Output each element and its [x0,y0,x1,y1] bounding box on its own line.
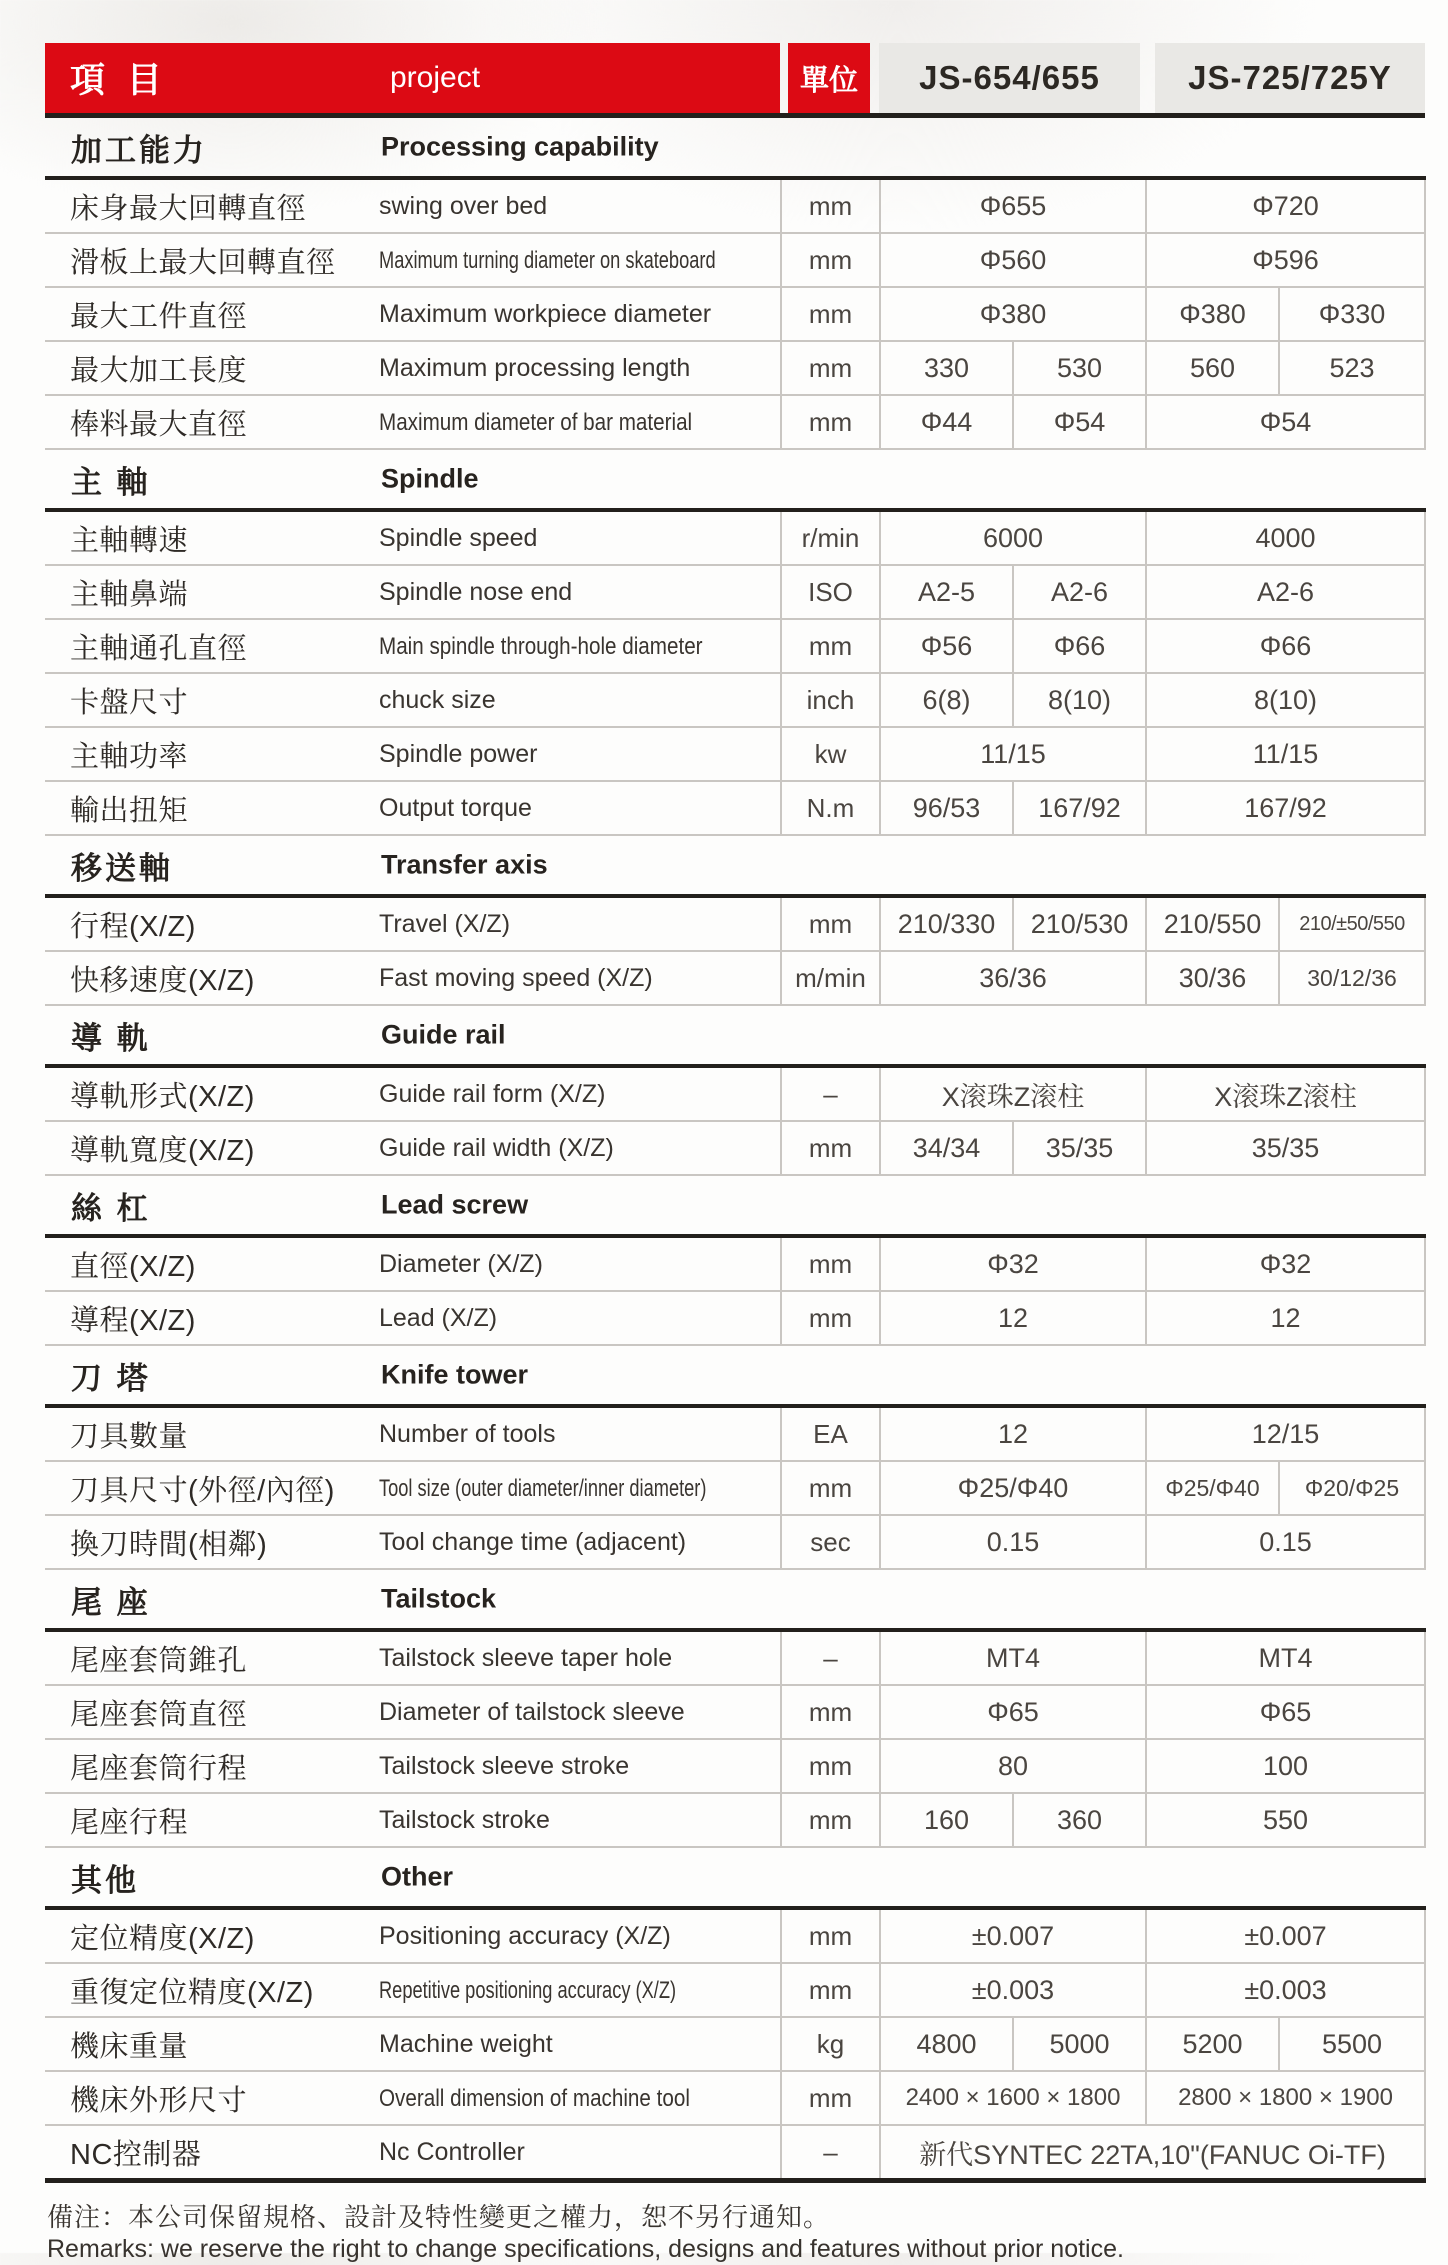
row-value: 30/12/36 [1279,951,1425,1005]
row-value: 12 [1146,1291,1425,1345]
spec-row [45,781,1425,835]
row-label-cn: 棒料最大直徑 [45,395,375,449]
spec-row [45,1066,1425,1121]
section-row [45,1847,1425,1908]
row-value: 330 [880,341,1013,395]
row-value: ±0.003 [1146,1963,1425,2017]
section-title-en: Lead screw [381,1189,529,1220]
row-value: 523 [1279,341,1425,395]
section-title-cn: 加工能力 [71,132,207,168]
row-label-cn: 尾座行程 [45,1793,375,1847]
row-label-cn: 輸出扭矩 [45,781,375,835]
row-value: Φ32 [1146,1236,1425,1291]
row-label-en: Diameter of tailstock sleeve [375,1685,781,1739]
spec-row [45,1406,1425,1461]
row-label-cn: 機床外形尺寸 [45,2071,375,2125]
row-value: 5500 [1279,2017,1425,2071]
row-label-en: Tool size (outer diameter/inner diameter) [375,1461,781,1515]
remark-en: Remarks: we reserve the right to change specifications, designs and features without prior notice. [47,2234,1124,2263]
row-unit: kw [781,727,880,781]
section-row [45,449,1425,510]
header-model1-cell: JS-654/655 [879,43,1140,113]
row-unit: mm [781,1908,880,1963]
spec-row [45,1908,1425,1963]
row-value: Φ54 [1013,395,1146,449]
spec-row [45,1291,1425,1345]
row-value: Φ655 [880,178,1146,233]
row-value: Φ66 [1013,619,1146,673]
header-unit-cell: 單位 [788,43,870,113]
row-value: 12 [880,1291,1146,1345]
row-value: 210/550 [1146,896,1279,951]
row-unit: mm [781,896,880,951]
row-label-en: Travel (X/Z) [375,896,781,951]
row-value: 6(8) [880,673,1013,727]
row-value: 210/330 [880,896,1013,951]
row-label-en: Tailstock stroke [375,1793,781,1847]
section-row [45,1005,1425,1066]
spec-row [45,341,1425,395]
row-label-cn: 定位精度(X/Z) [45,1908,375,1963]
section-title-cn: 尾 座 [71,1584,151,1620]
row-unit: inch [781,673,880,727]
spec-row [45,673,1425,727]
row-label-cn: 行程(X/Z) [45,896,375,951]
row-value: MT4 [1146,1630,1425,1685]
spec-row [45,1685,1425,1739]
row-value: 0.15 [1146,1515,1425,1569]
row-value: Φ596 [1146,233,1425,287]
section-row [45,118,1425,178]
row-value: 12 [880,1406,1146,1461]
row-label-en: Maximum diameter of bar material [375,395,781,449]
section-title-en: Spindle [381,463,479,494]
section-title-cn: 其他 [71,1862,139,1898]
spec-row [45,2017,1425,2071]
row-value: Φ560 [880,233,1146,287]
remark-cn: 備注：本公司保留規格、設計及特性變更之權力，恕不另行通知。 [47,2202,831,2232]
spec-row [45,951,1425,1005]
spec-row [45,727,1425,781]
spec-row [45,233,1425,287]
row-unit: mm [781,2071,880,2125]
row-value: A2-6 [1146,565,1425,619]
row-unit: – [781,1066,880,1121]
row-value: X滚珠Z滚柱 [1146,1066,1425,1121]
row-value: 210/530 [1013,896,1146,951]
header-project-cell [45,43,780,113]
row-unit: mm [781,1461,880,1515]
spec-row [45,619,1425,673]
row-value: Φ380 [880,287,1146,341]
row-value: Φ66 [1146,619,1425,673]
remark [47,2201,1425,2265]
row-label-en: Lead (X/Z) [375,1291,781,1345]
row-value: 100 [1146,1739,1425,1793]
row-value: 560 [1146,341,1279,395]
row-value: 2400 × 1600 × 1800 [880,2071,1146,2125]
row-value: Φ65 [880,1685,1146,1739]
section-row [45,835,1425,896]
row-value: A2-6 [1013,565,1146,619]
row-label-cn: 快移速度(X/Z) [45,951,375,1005]
row-value: 160 [880,1793,1013,1847]
spec-row [45,287,1425,341]
row-value: Φ330 [1279,287,1425,341]
section-title-cn: 刀 塔 [71,1360,151,1396]
row-label-cn: 卡盤尺寸 [45,673,375,727]
row-label-en: Spindle power [375,727,781,781]
spec-table-body [45,118,1425,2181]
row-label-cn: 滑板上最大回轉直徑 [45,233,375,287]
row-value: Φ380 [1146,287,1279,341]
row-value: 6000 [880,510,1146,565]
row-value: A2-5 [880,565,1013,619]
section-title-en: Other [381,1861,454,1892]
row-value: 4800 [880,2017,1013,2071]
row-label-en: Nc Controller [375,2125,781,2181]
row-label-en: Guide rail form (X/Z) [375,1066,781,1121]
row-value: MT4 [880,1630,1146,1685]
row-value: 0.15 [880,1515,1146,1569]
row-label-en: Repetitive positioning accuracy (X/Z) [375,1963,781,2017]
row-value: 550 [1146,1793,1425,1847]
row-label-cn: 最大加工長度 [45,341,375,395]
row-label-en: Machine weight [375,2017,781,2071]
row-label-en: Fast moving speed (X/Z) [375,951,781,1005]
section-title-cn: 絲 杠 [71,1190,151,1226]
header-gap [780,43,788,113]
header-gap [1140,43,1155,113]
section-row [45,1175,1425,1236]
section-row [45,1345,1425,1406]
row-unit: mm [781,1236,880,1291]
row-unit: EA [781,1406,880,1461]
row-value: 167/92 [1146,781,1425,835]
section-title-en: Processing capability [381,131,659,162]
row-label-en: Output torque [375,781,781,835]
row-label-cn: 尾座套筒行程 [45,1739,375,1793]
row-label-cn: 尾座套筒直徑 [45,1685,375,1739]
row-label-cn: 機床重量 [45,2017,375,2071]
row-value: 35/35 [1146,1121,1425,1175]
row-label-cn: 換刀時間(相鄰) [45,1515,375,1569]
row-label-cn: NC控制器 [45,2125,375,2181]
row-label-en: Diameter (X/Z) [375,1236,781,1291]
row-value: 5200 [1146,2017,1279,2071]
spec-row [45,1739,1425,1793]
row-value: ±0.003 [880,1963,1146,2017]
row-unit: mm [781,287,880,341]
header-gap [870,43,879,113]
row-unit: mm [781,233,880,287]
row-value: 11/15 [880,727,1146,781]
row-value: 12/15 [1146,1406,1425,1461]
row-value: 530 [1013,341,1146,395]
spec-row [45,1793,1425,1847]
row-value: 167/92 [1013,781,1146,835]
section-title-cn: 主 軸 [71,464,151,500]
row-label-en: Overall dimension of machine tool [375,2071,781,2125]
row-unit: mm [781,1685,880,1739]
spec-row [45,178,1425,233]
spec-row [45,2071,1425,2125]
section-title-en: Transfer axis [381,849,548,880]
row-label-en: Maximum workpiece diameter [375,287,781,341]
row-label-cn: 主軸轉速 [45,510,375,565]
row-label-cn: 尾座套筒錐孔 [45,1630,375,1685]
row-unit: mm [781,619,880,673]
row-value: 210/±50/550 [1279,896,1425,951]
spec-row [45,1461,1425,1515]
row-label-en: Tailstock sleeve stroke [375,1739,781,1793]
row-unit: kg [781,2017,880,2071]
spec-row [45,510,1425,565]
row-label-cn: 重復定位精度(X/Z) [45,1963,375,2017]
row-label-en: swing over bed [375,178,781,233]
section-title-en: Knife tower [381,1359,529,1390]
row-label-en: Tool change time (adjacent) [375,1515,781,1569]
header-item-label: 項 目 [70,61,168,100]
row-value: Φ56 [880,619,1013,673]
spec-row [45,1630,1425,1685]
row-label-cn: 刀具尺寸(外徑/內徑) [45,1461,375,1515]
row-value: Φ44 [880,395,1013,449]
row-label-cn: 床身最大回轉直徑 [45,178,375,233]
row-unit: mm [781,1793,880,1847]
row-unit: mm [781,1121,880,1175]
row-value: 360 [1013,1793,1146,1847]
row-value: 30/36 [1146,951,1279,1005]
row-unit: – [781,2125,880,2181]
row-value: 2800 × 1800 × 1900 [1146,2071,1425,2125]
row-value: Φ20/Φ25 [1279,1461,1425,1515]
section-row [45,1569,1425,1630]
row-value: 36/36 [880,951,1146,1005]
row-value: ±0.007 [1146,1908,1425,1963]
row-label-en: Number of tools [375,1406,781,1461]
section-title-en: Tailstock [381,1583,497,1614]
row-unit: sec [781,1515,880,1569]
row-value: 35/35 [1013,1121,1146,1175]
spec-row [45,1121,1425,1175]
row-label-cn: 導軌寬度(X/Z) [45,1121,375,1175]
row-label-cn: 刀具數量 [45,1406,375,1461]
row-label-en: Guide rail width (X/Z) [375,1121,781,1175]
row-value: Φ25/Φ40 [1146,1461,1279,1515]
header-project-label: project [390,61,481,94]
row-value: 34/34 [880,1121,1013,1175]
row-value: 4000 [1146,510,1425,565]
row-label-cn: 導軌形式(X/Z) [45,1066,375,1121]
row-value: 5000 [1013,2017,1146,2071]
row-value: 80 [880,1739,1146,1793]
row-label-cn: 直徑(X/Z) [45,1236,375,1291]
row-value: 8(10) [1013,673,1146,727]
row-unit: r/min [781,510,880,565]
spec-row [45,1236,1425,1291]
row-value: 11/15 [1146,727,1425,781]
spec-row [45,896,1425,951]
section-title-cn: 移送軸 [71,850,173,886]
row-label-cn: 最大工件直徑 [45,287,375,341]
row-unit: mm [781,1291,880,1345]
row-unit: mm [781,1739,880,1793]
row-label-en: Spindle speed [375,510,781,565]
row-unit: ISO [781,565,880,619]
spec-row [45,1963,1425,2017]
row-label-en: Maximum processing length [375,341,781,395]
row-unit: mm [781,178,880,233]
header-model2-cell: JS-725/725Y [1155,43,1425,113]
section-title-cn: 導 軌 [71,1020,151,1056]
row-label-en: Tailstock sleeve taper hole [375,1630,781,1685]
row-unit: – [781,1630,880,1685]
row-value: Φ65 [1146,1685,1425,1739]
spec-row [45,1515,1425,1569]
row-value: Φ54 [1146,395,1425,449]
row-value: Φ720 [1146,178,1425,233]
row-value: 96/53 [880,781,1013,835]
row-unit: m/min [781,951,880,1005]
row-unit: mm [781,395,880,449]
row-label-en: Positioning accuracy (X/Z) [375,1908,781,1963]
spec-row [45,395,1425,449]
row-label-cn: 主軸通孔直徑 [45,619,375,673]
section-title-en: Guide rail [381,1019,506,1050]
table-header [45,43,1425,118]
spec-row [45,2125,1425,2181]
row-value: Φ25/Φ40 [880,1461,1146,1515]
row-unit: mm [781,1963,880,2017]
row-unit: N.m [781,781,880,835]
row-label-en: chuck size [375,673,781,727]
row-label-en: Spindle nose end [375,565,781,619]
row-label-en: Maximum turning diameter on skateboard [375,233,781,287]
spec-table [45,118,1426,2183]
row-label-cn: 主軸功率 [45,727,375,781]
row-value: 8(10) [1146,673,1425,727]
row-label-en: Main spindle through-hole diameter [375,619,781,673]
row-value: Φ32 [880,1236,1146,1291]
spec-sheet [45,43,1425,2265]
row-value: ±0.007 [880,1908,1146,1963]
row-label-cn: 導程(X/Z) [45,1291,375,1345]
spec-row [45,565,1425,619]
row-value-wide: 新代SYNTEC 22TA,10"(FANUC Oi-TF) [880,2125,1425,2181]
row-unit: mm [781,341,880,395]
row-value: X滚珠Z滚柱 [880,1066,1146,1121]
row-label-cn: 主軸鼻端 [45,565,375,619]
